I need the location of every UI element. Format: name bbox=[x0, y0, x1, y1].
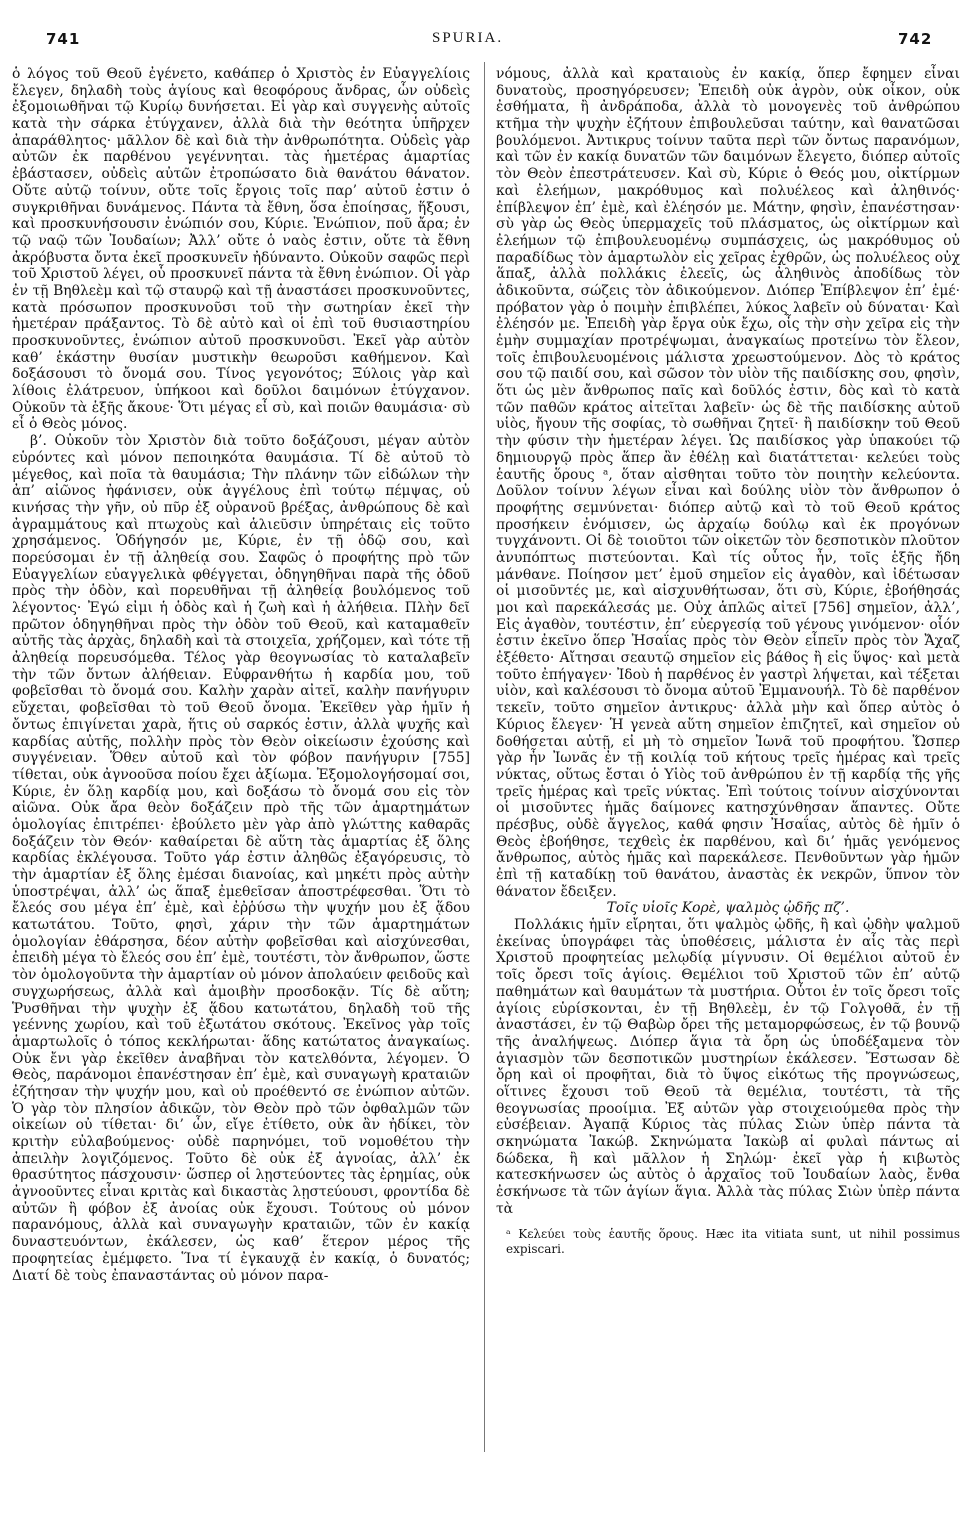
right-paragraph-2: Πολλάκις ἡμῖν εἴρηται, ὅτι ψαλμὸς ᾠδῆς, ἢ καὶ ᾠδὴν ψαλμοῦ ἐκείνας ὑπογράφει τὰς ὑποθέσεις, μάλιστα ἐν αἷς τὰς περὶ Χριστοῦ προφητείας μελῳδίᾳ μίγνυσιν. Οἱ θεμέλιοι αὐτοῦ ἐν τοῖς ὄρεσι τοῖς ἁγίοις. Θεμέλιοι τοῦ Χριστοῦ τῶν ἐπ’ αὐτῷ παθημάτων καὶ θαυμάτων τὰ μυστήρια. Οὗτοι ἐν τοῖς ὄρεσι τοῖς ἁγίοις εὑρίσκονται, ἐν τῇ Βηθλεὲμ, ἐν τῷ Γολγοθᾶ, ἐν τῇ ἀναστάσει, ἐν τῷ Θαβὼρ ὄρει τῆς μεταμορφώσεως, ἐν τῷ βουνῷ τῆς ἀναλήψεως. Διόπερ ἅγια τὰ ὄρη ὡς ὑποδέξαμενα τὸν ἁγιασμὸν τῶν δεσποτικῶν μυστηρίων ἐκάλεσεν. Ἔστωσαν δὲ ὄρη καὶ οἱ προφῆται, διὰ τὸ ὕψος εἰκότως τῆς προγνώσεως, οἵτινες ἔχουσι τοῦ Θεοῦ τὰ θεμέλια, τουτέστι, τὰ τῆς θεογνωσίας προοίμια. Ἐξ αὐτῶν γὰρ στοιχειούμεθα πρὸς τὴν εὐσέβειαν. Ἀγαπᾷ Κύριος τὰς πύλας Σιὼν ὑπὲρ πάντα τὰ σκηνώματα Ἰακώβ. Σκηνώματα Ἰακὼβ αἱ φυλαὶ πάντως αἱ δώδεκα, ἢ καὶ μᾶλλον ἡ Σηλώμ· ἐκεῖ γὰρ ἡ κιβωτὸς κατεσκήνωσεν ὡς αὐτὸς ὁ ἀρχαῖος τοῦ Ἰουδαίων λαὸς, ἔνθα ἐσκήνωσε τὰ τῶν ἁγίων ἅγια. Ἀλλὰ τὰς πύλας Σιὼν ὑπὲρ πάντα τὰ bbox=[496, 917, 960, 1217]
column-divider bbox=[484, 62, 485, 1452]
footnote: ᵃ Κελεύει τοὺς ἑαυτῆς ὅρους. Hæc ita vitiata sunt, ut nihil possimus expiscari. bbox=[506, 1227, 960, 1257]
right-column bbox=[496, 66, 960, 1257]
running-header bbox=[0, 0, 968, 46]
page-number-left: 741 bbox=[46, 30, 81, 48]
psalm-heading: Τοῖς υἱοῖς Κορὲ, ψαλμὸς ᾠδῆς πζ’. bbox=[606, 900, 850, 917]
page-number-right: 742 bbox=[898, 30, 933, 48]
right-paragraph-1: νόμους, ἀλλὰ καὶ κραταιοὺς ἐν κακίᾳ, ὅπερ ἔφημεν εἶναι δυνατοὺς, προσηγόρευσεν; Ἐπειδὴ οὐκ ἀγρὸν, οὐκ οἶκον, οὐκ ἐσθήματα, ἢ ἀνδράποδα, ἀλλὰ τὸ μονογενὲς τοῦ ἀνθρώπου κτῆμα τὴν ψυχὴν ἐζήτουν ἐπιβουλεῦσαι ταύτην, καὶ θανατῶσαι βουλόμενοι. Ἀντικρυς τοίνυν ταῦτα περὶ τῶν ὄντως παρανόμων, καὶ τῶν ἐν κακίᾳ δυνατῶν τῶν δαιμόνων ἔλεγετο, διόπερ αὐτοῖς τὸν Θεὸν ἐπεστράτευσεν. Καὶ σὺ, Κύριε ὁ Θεός μου, οἰκτίρμων καὶ ἐλεήμων, μακρόθυμος καὶ πολυέλεος καὶ ἀληθινός· ἐπίβλεψον ἐπ’ ἐμὲ, καὶ ἐλέησόν με. Μάτην, φησὶν, ἐπανέστησαν· σὺ γὰρ ὡς Θεὸς ὑπερμαχεῖς τοῦ πλάσματος, ὡς οἰκτίρμων καὶ ἐλεήμων τῷ ἐπιβουλευομένῳ συμπάσχεις, ὡς μακρόθυμος οὐ παραδίδως τὸν ἁμαρτωλὸν εἰς χεῖρας ἐχθρῶν, ὡς πολυέλεος οὐχ ἅπαξ, ἀλλὰ πολλάκις ἐλεεῖς, ὡς ἀληθινὸς ἀποδίδως τὸν ἀδικοῦντα, σώζεις τὸν ἀδικούμενον. Διόπερ Ἐπίβλεψον ἐπ’ ἐμέ· πρόβατον γὰρ ὁ ποιμὴν ἐπιβλέπει, λύκος λαβεῖν οὐ δύναται· Καὶ ἐλέησόν με. Ἐπειδὴ γὰρ ἔργα οὐκ ἔχω, οἷς τὴν σὴν χεῖρα εἰς τὴν ἐμὴν συμμαχίαν προτρέψωμαι, ἀναγκαίως προτείνω τὸν ἔλεον, τοῖς ἐπιβουλευομένοις μάλιστα χρεωστούμενον. Δὸς τὸ κράτος σου τῷ παιδί σου, καὶ σῶσον τὸν υἱὸν τῆς παιδίσκης σου, φησὶν, ὅτι ὡς μὲν ἄνθρωπος παῖς καὶ δοῦλός ἐστιν, δὸς καὶ τὸ κατὰ τῶν παθῶν κράτος αἰτεῖται λαβεῖν· ὡς δὲ τῆς παιδίσκης αὐτοῦ υἱὸς, ἤγουν τῆς σοφίας, τὸ σωθῆναι ζητεῖ· ἢ παιδίσκην τοῦ Θεοῦ τὴν φύσιν τὴν ἡμετέραν λέγει. Ὡς παιδίσκος γὰρ ὑπακούει τῷ δημιουργῷ πρὸς ἅπερ ἂν ἐθέλῃ καὶ διατάττεται· κελεύει τοὺς ἑαυτῆς ὅρους ᵃ, ὅταν αἰσθηται τοῦτο τὸν ποιητὴν κελεύοντα. Δοῦλον τοίνυν λέγων εἶναι καὶ δούλης υἱὸν τὸν ἄνθρωπον ὁ προφήτης σεμνύνεται· διόπερ αὐτῷ καὶ τὸ τοῦ Θεοῦ κράτος προσήκειν ἐνόμισεν, ὡς ἀρχαίῳ δούλῳ καὶ ἐκ προγόνων τυγχάνοντι. Οἱ δὲ τοιοῦτοι τῶν οἰκετῶν τὸν δεσποτικὸν πλοῦτον ἀνυπόπτως πιστεύονται. Καὶ τίς οὗτος ἦν, τοῖς ἑξῆς ἤδη μάνθανε. Ποίησον μετ’ ἐμοῦ σημεῖον εἰς ἀγαθὸν, καὶ ἰδέτωσαν οἱ μισοῦντές με, καὶ αἰσχυνθήτωσαν, ὅτι σὺ, Κύριε, ἐβοήθησάς μοι καὶ παρεκάλεσάς με. Οὐχ ἁπλῶς αἰτεῖ [756] σημεῖον, ἀλλ’, Εἰς ἀγαθὸν, τουτέστιν, ἐπ’ εὐεργεσίᾳ τοῦ γένους γινόμενον· οἷόν ἐστιν ἐκεῖνο ὅπερ Ἠσαΐας πρὸς τὸν Θεὸν εἶπεῖν πρὸς τὸν Ἄχαζ ἐξέθετο· Αἴτησαι σεαυτῷ σημεῖον εἰς βάθος ἢ εἰς ὕψος· καὶ μετὰ τοῦτο ἐπήγαγεν· Ἰδοὺ ἡ παρθένος ἐν γαστρὶ λήψεται, καὶ τέξεται υἱὸν, καὶ καλέσουσι τὸ ὄνομα αὐτοῦ Ἐμμανουήλ. Τὸ δὲ παρθένον τεκεῖν, τοῦτο σημεῖον ἀντικρυς· ἀλλὰ μὴν καὶ ὅπερ αὐτὸς ὁ Κύριος ἔλεγεν· Ἡ γενεὰ αὕτη σημεῖον ἐπιζητεῖ, καὶ σημεῖον οὐ δοθήσεται αὐτῇ, εἰ μὴ τὸ σημεῖον Ἰωνᾶ τοῦ προφήτου. Ὥσπερ γὰρ ἦν Ἰωνᾶς ἐν τῇ κοιλίᾳ τοῦ κήτους τρεῖς ἡμέρας καὶ τρεῖς νύκτας, οὕτως ἔσται ὁ Υἱὸς τοῦ ἀνθρώπου ἐν τῇ καρδίᾳ τῆς γῆς τρεῖς ἡμέρας καὶ τρεῖς νύκτας. Ἐπὶ τούτοις τοίνυν αἰσχύνονται οἱ μισοῦντες ἡμᾶς δαίμονες κατησχύνθησαν ἅπαντες. Οὔτε πρέσβυς, οὐδὲ ἄγγελος, καθά φησιν Ἠσαΐας, αὐτὸς δὲ ἡμῖν ὁ Θεὸς ἐβοήθησε, τεχθεὶς ἐκ παρθένου, καὶ δι’ ἡμᾶς γενόμενος ἄνθρωπος, αὐτὸς ἡμᾶς καὶ παρεκάλεσε. Πενθοῦντων γὰρ ἡμῶν ἐπὶ τῇ καταδίκῃ τοῦ θανάτου, ἀναστὰς ἐκ νεκρῶν, ὕπνον τὸν θάνατον ἔδειξεν. bbox=[496, 66, 960, 900]
left-column bbox=[12, 66, 470, 1284]
running-title: SPURIA. bbox=[432, 30, 504, 46]
left-paragraph-2: β’. Οὐκοῦν τὸν Χριστὸν διὰ τοῦτο δοξάζουσι, μέγαν αὐτὸν εὑρόντες καὶ μόνον πεποιηκότα θαυμάσια. Τί δὲ αὐτοῦ τὸ μέγεθος, καὶ ποῖα τὰ θαυμάσια; Τὴν πλάνην τῶν εἰδώλων τὴν ἀπ’ αἰῶνος ἠφάνισεν, οὐκ ἀγγέλους ἐπὶ τούτῳ πέμψας, οὐ κινήσας τὴν γῆν, οὐ πῦρ ἐξ οὐρανοῦ βρέξας, ἀνθρώπους δὲ καὶ ἀγραμμάτους καὶ πτωχοὺς καὶ ἁλιεῦσιν ὑπηρέταις εἰς τοῦτο χρησάμενος. Ὁδήγησόν με, Κύριε, ἐν τῇ ὁδῷ σου, καὶ πορεύσομαι ἐν τῇ ἀληθείᾳ σου. Σαφῶς ὁ προφήτης πρὸ τῶν Εὐαγγελίων εὐαγγελικὰ φθέγγεται, ὁδηγηθῆναι παρὰ τῆς ὁδοῦ πρὸς τὴν ὁδὸν, καὶ πορευθῆναι τῇ ἀληθείᾳ βουλόμενος τοῦ λέγοντος· Ἐγώ εἰμι ἡ ὁδὸς καὶ ἡ ζωὴ καὶ ἡ ἀλήθεια. Πλὴν δεῖ πρῶτον ὁδηγηθῆναι πρὸς τὴν ὁδὸν τοῦ Θεοῦ, καὶ καταμαθεῖν αὐτῆς τὰς ἀρχὰς, δηλαδὴ καὶ τὰ στοιχεῖα, χρήζομεν, καὶ τότε τῇ ἀληθείᾳ πορευσόμεθα. Τέλος γὰρ θεογνωσίας τὸ καταλαβεῖν τὴν τῶν ὄντων ἀλήθειαν. Εὐφρανθήτω ἡ καρδία μου, τοῦ φοβεῖσθαι τὸ ὄνομά σου. Καλὴν χαρὰν αἰτεῖ, καλὴν πανήγυριν εὔχεται, φοβεῖσθαι τὸ τοῦ Θεοῦ ὄνομα. Ἐκεῖθεν γὰρ ἡμῖν ἡ ὄντως ἐπιγίνεται χαρὰ, ἥτις οὐ σαρκός ἐστιν, ἀλλὰ ψυχῆς καὶ καρδίας αὐτῆς, πολλὴν πρὸς τὸν Θεὸν οἰκείωσιν ἐχούσης καὶ συγγένειαν. Ὅθεν αὐτοῦ καὶ τὸν φόβον πανήγυριν [755] τίθεται, οὐκ ἀγνοοῦσα ποίου ἔχει ἀξίωμα. Ἐξομολογήσομαί σοι, Κύριε, ἐν ὅλῃ καρδίᾳ μου, καὶ δοξάσω τὸ ὄνομά σου εἰς τὸν αἰῶνα. Οὐκ ἄρα θεὸν δοξάζειν πρὸ τῆς τῶν ἁμαρτημάτων ὁμολογίας ἐπιτρέπει· ἐβούλετο μὲν γὰρ ἀπὸ γλώττης καθαρᾶς δοξάζειν τὸν Θεόν· καθαίρεται δὲ αὕτη τὰς ἁμαρτίας ἐξ ὅλης καρδίας ἐκλέγουσα. Τοῦτο γάρ ἐστιν ἀληθῶς ἐξαγόρευσις, τὸ τὴν ἁμαρτίαν ἐξ ὅλης ἐμέσαι διανοίας, καὶ μηκέτι πρὸς αὐτὴν ὑποστρέψαι, ἀλλ’ ὡς ἅπαξ ἐμεθεῖσαν ἀποστρέφεσθαι. Ὅτι τὸ ἔλεός σου μέγα ἐπ’ ἐμὲ, καὶ ἐῤῥύσω τὴν ψυχήν μου ἐξ ᾅδου κατωτάτου. Τοῦτο, φησὶ, χάριν τὴν τῶν ἁμαρτημάτων ὁμολογίαν ἐθάρσησα, δέον αὐτὴν φοβεῖσθαι καὶ αἰσχύνεσθαι, ἐπειδὴ μέγα τὸ ἔλεός σου ἐπ’ ἐμὲ, τουτέστι, τὸν ἄνθρωπον, ὥστε τὸν ὁμολογοῦντα τὴν ἁμαρτίαν οὐ μόνον ἀπολαύειν φειδοῦς καὶ συγχωρήσεως, ἀλλὰ καὶ ἀμοιβὴν προσδοκᾷν. Τίς δὲ αὕτη; Ῥυσθῆναι τὴν ψυχὴν ἐξ ᾅδου κατωτάτου, δηλαδὴ τοῦ τῆς γεέννης χωρίου, καὶ τοῦ ἐξωτάτου σκότους. Ἐκεῖνος γὰρ τοῖς ἁμαρτωλοῖς ὁ τόπος κεκλήρωται· ἅδης κατώτατος ἀναγκαίως. Οὐκ ἔνι γὰρ ἐκεῖθεν ἀναβῆναι τὸν κατελθόντα, λέγομεν. Ὁ Θεὸς, παράνομοι ἐπανέστησαν ἐπ’ ἐμὲ, καὶ συναγωγὴ κραταιῶν ἐζήτησαν τὴν ψυχήν μου, καὶ οὐ προέθεντό σε ἐνώπιον αὐτῶν. Ὁ γὰρ τὸν πλησίον ἀδικῶν, τὸν Θεὸν πρὸ τῶν ὀφθαλμῶν τῶν οἰκείων οὐ τίθεται· δι’ ὧν, εἴγε ἐτίθετο, οὐκ ἂν ἠδίκει, τὸν κριτὴν εὐλαβούμενος· οὐδὲ παρηνόμει, τοῦ νομοθέτου τὴν ἀπειλὴν λογιζόμενος. Τοῦτο δὲ οὐκ ἐξ ἀγνοίας, ἀλλ’ ἐκ θρασύτητος πάσχουσιν· ὥσπερ οἱ λῃστεύοντες τὰς ἐρημίας, οὐκ ἀγνοοῦντες εἶναι κριτὰς καὶ δικαστὰς λῃστεύουσι, φροντίδα δὲ αὐτῶν ἢ φόβον ἐξ ἀνοίας οὐκ ἔχουσι. Τούτους οὐ μόνον παρανόμους, ἀλλὰ καὶ συναγωγὴν κραταιῶν, τῶν ἐν κακίᾳ δυναστευόντων, ἐκάλεσεν, ὡς καθ’ ἕτερον μέρος τῆς προφητείας ἐμέμφετο. Ἵνα τί ἐγκαυχᾷ ἐν κακίᾳ, ὁ δυνατός; Διατί δὲ τοὺς ἐπαναστάντας οὐ μόνον παρα- bbox=[12, 433, 470, 1284]
left-paragraph-1: ὁ λόγος τοῦ Θεοῦ ἐγένετο, καθάπερ ὁ Χριστὸς ἐν Εὐαγγελίοις ἔλεγεν, δηλαδὴ τοὺς ἁγίους καὶ θεοφόρους ἄνδρας, ὧν οὐδεὶς ἐξομοιωθῆναι τῷ Κυρίῳ δυνήσεται. Εἰ γὰρ καὶ συγγενὴς αὐτοῖς κατὰ τὴν σάρκα ἐτύγχανεν, ἀλλὰ διὰ τὴν θεότητα ὑπῆρχεν ἀπαράθλητος· μᾶλλον δὲ καὶ διὰ τὴν ἀνθρωπότητα. Οὐδεὶς γὰρ αὐτῶν ἐκ παρθένου γεγέννηται. τὰς ἡμετέρας ἁμαρτίας ἐβάστασεν, οὐδεὶς αὐτῶν ἐτροπώσατο διὰ θανάτου θάνατον. Οὔτε αὐτῷ τοίνυν, οὔτε τοῖς ἔργοις τοῖς παρ’ αὐτοῦ ἐστιν ὁ συγκριθῆναι δυνάμενος. Πάντα τὰ ἔθνη, ὅσα ἐποίησας, ἥξουσι, καὶ προσκυνήσουσιν ἐνώπιόν σου, Κύριε. Ἐνώπιον, ποῦ ἄρα; ἐν τῷ ναῷ τῶν Ἰουδαίων; Ἀλλ’ οὔτε ὁ ναὸς ἐστιν, οὔτε τὰ ἔθνη ἀκρόβυστα ὄντα ἐκεῖ προσκυνεῖν ἠδύναντο. Οὐκοῦν σαφῶς περὶ τοῦ Χριστοῦ λέγει, οὗ προσκυνεῖ πάντα τὰ ἔθνη ἐνώπιον. Οἱ γὰρ ἐν τῇ Βηθλεὲμ καὶ τῷ σταυρῷ καὶ τῇ ἀναστάσει προσκυνοῦντες, κατὰ πρόσωπον προσκυνοῦσι τοῦ τὴν σωτηρίαν ἐκεῖ τὴν ἡμετέραν πράξαντος. Τὸ δὲ αὐτὸ καὶ οἱ ἐπὶ τοῦ θυσιαστηρίου προσκυνοῦντες, ἐνώπιον αὐτοῦ προσκυνοῦσι. Ἐκεῖ γὰρ αὐτὸν καθ’ ἑκάστην θυσίαν μυστικὴν θεωροῦσι καθήμενον. Καὶ δοξάσουσι τὸ ὄνομά σου. Τίνος γεγονότος; Ξύλοις γὰρ καὶ λίθοις ἐλάτρευον, ὑπήκοοι καὶ δοῦλοι δαιμόνων ἐτύγχανον. Οὐκοῦν τὰ ἑξῆς ἄκουε· Ὅτι μέγας εἶ σὺ, καὶ ποιῶν θαυμάσια· σὺ εἶ ὁ Θεὸς μόνος. bbox=[12, 66, 470, 433]
